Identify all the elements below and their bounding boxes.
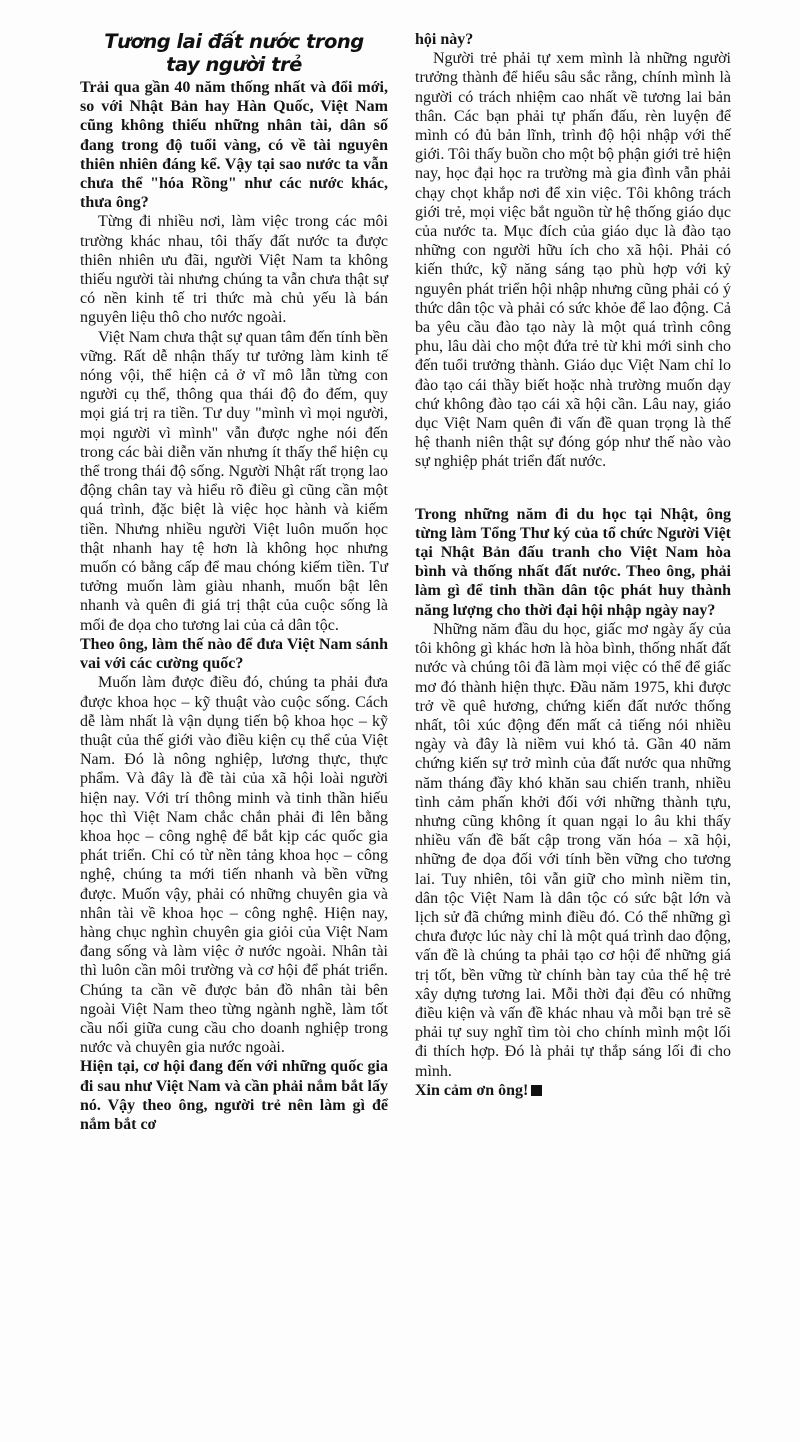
section-gap bbox=[415, 472, 731, 505]
question-4: Trong những năm đi du học tại Nhật, ông từng làm Tổng Thư ký của tổ chức Người Việt tại Nhật Bản đấu tranh cho Việt Nam hòa bình và thống nhất đất nước. Theo ông, phải làm gì để tinh thần dân tộc phát huy thành năng lượng cho thời đại hội nhập ngày nay? bbox=[415, 505, 731, 619]
question-1: Trải qua gần 40 năm thống nhất và đổi mới, so với Nhật Bản hay Hàn Quốc, Việt Nam cũng không thiếu những nhân tài, dân số đang trong độ tuổi vàng, có về tài nguyên thiên nhiên đáng kể. Vậy tại sao nước ta vẫn chưa thể "hóa Rồng" như các nước khác, thưa ông? bbox=[80, 79, 388, 212]
end-mark-square bbox=[531, 1085, 542, 1096]
thanks-text: Xin cảm ơn ông! bbox=[415, 1081, 529, 1099]
closing-line bbox=[415, 1081, 731, 1100]
answer-3: Người trẻ phải tự xem mình là những người trưởng thành để hiểu sâu sắc rằng, chính mình là người có trách nhiệm cao nhất về tương lai bản thân. Các bạn phải tự phấn đấu, rèn luyện để mình có đủ bản lĩnh, trình độ hội nhập với thế giới. Tôi thấy buồn cho một bộ phận giới trẻ hiện nay, học đại học ra trường mà gia đình vẫn phải chạy chọt khắp nơi để xin việc. Tôi không trách giới trẻ, mọi việc bắt nguồn từ hệ thống giáo dục của nước ta. Mục đích của giáo dục là đào tạo những con người hữu ích cho xã hội. Phải có kiến thức, kỹ năng sáng tạo phù hợp với kỷ nguyên phát triển hội nhập nhưng cũng phải có ý thức dân tộc và phải có sức khỏe để lao động. Cả ba yêu cầu đào tạo này là một quá trình công phu, lâu dài cho một đứa trẻ từ khi mới sinh cho đến tuổi trưởng thành. Giáo dục Việt Nam chỉ lo đào tạo cái thầy biết hoặc nhà trường muốn dạy chứ không đào tạo cái xã hội cần. Lâu nay, giáo dục Việt Nam quên đi vấn đề quan trọng là thế hệ thanh niên thật sự đóng góp như thế nào vào sự nghiệp phát triển đất nước. bbox=[415, 50, 731, 471]
question-3-start: Hiện tại, cơ hội đang đến với những quốc gia đi sau như Việt Nam và cần phải nắm bắt lấy nó. Vậy theo ông, người trẻ nên làm gì để nắm bắt cơ bbox=[80, 1058, 388, 1133]
title-line-1: Tương lai đất nước trong bbox=[104, 30, 364, 53]
title-line-2: tay người trẻ bbox=[166, 53, 302, 76]
answer-1-paragraph-1: Từng đi nhiều nơi, làm việc trong các môi trường khác nhau, tôi thấy đất nước ta được thiên nhiên ưu đãi, người Việt Nam ta không thiếu người tài nhưng chúng ta vẫn chưa thật sự có nền kinh tế tri thức mà chủ yếu là bán nguyên liệu thô cho nước ngoài. bbox=[80, 213, 388, 327]
question-3-continued: hội này? bbox=[415, 31, 474, 48]
answer-4: Những năm đầu du học, giấc mơ ngày ấy của tôi không gì khác hơn là hòa bình, thống nhất đất nước và chúng tôi đã làm mọi việc có thể để giấc mơ đó thành hiện thực. Đầu năm 1975, khi được trở về quê hương, chứng kiến đất nước thống nhất, tôi xúc động đến mất cả tiếng nói nhiều ngày và đây là niềm vui khó tả. Gần 40 năm chứng kiến sự trở mình của đất nước qua những năm tháng đầy khó khăn sau chiến tranh, nhiều tình cảm phấn khởi đối với những thành tựu, nhưng cũng không ít quan ngại lo âu khi thấy nhiều vấn đề bất cập trong văn hóa – xã hội, những đe dọa đối với tính bền vững cho tương lai. Tuy nhiên, tôi vẫn giữ cho mình niềm tin, dân tộc Việt Nam là dân tộc có sức bật lớn và lịch sử đã chứng minh điều đó. Có thể những gì chưa được lúc này chỉ là một quá trình dao động, vấn đề là chúng ta phải tạo cơ hội để những giá trị tốt, bền vững từ chính bàn tay của thế hệ trẻ xây dựng tương lai. Mỗi thời đại đều có những điều kiện và vấn đề khác nhau và mỗi bạn trẻ sẽ phải tự suy nghĩ tìm tòi cho chính mình một lối đi thích hợp. Đó là phải tự thắp sáng lối đi cho mình. bbox=[415, 620, 731, 1080]
question-2: Theo ông, làm thế nào để đưa Việt Nam sánh vai với các cường quốc? bbox=[80, 635, 388, 673]
answer-1-paragraph-2: Việt Nam chưa thật sự quan tâm đến tính bền vững. Rất dễ nhận thấy tư tưởng làm kinh tế nóng vội, thể hiện cả ở vĩ mô lẫn từng con người cụ thể, thông qua thái độ đo đếm, quy mọi giá trị ra tiền. Tư duy "mình vì mọi người, mọi người vì mình" vẫn được nghe nói đến trong các bài diễn văn nhưng ít thấy thể hiện cụ thể trong thái độ sống. Người Nhật rất trọng lao động chân tay và hiểu rõ điều gì cũng cần một quá trình, đặc biệt là việc học hành và kiếm tiền. Nhưng nhiều người Việt luôn muốn học thật nhanh hay tệ hơn là không học nhưng muốn có bằng cấp để mau chóng kiếm tiền. Tư tưởng muốn làm giàu nhanh, muốn bật lên nhanh và quên đi giá trị thật của cuộc sống là mối đe dọa cho tương lai của cả dân tộc. bbox=[80, 328, 388, 634]
left-column bbox=[80, 30, 388, 1134]
answer-2: Muốn làm được điều đó, chúng ta phải đưa được khoa học – kỹ thuật vào cuộc sống. Cách dễ làm nhất là vận dụng tiến bộ khoa học – kỹ thuật của thế giới vào điều kiện cụ thể của Việt Nam. Đó là nông nghiệp, lương thực, thực phẩm. Và đây là đề tài của xã hội loài người hiện nay. Với trí thông minh và tinh thần hiếu học thì Việt Nam chắc chắn phải đi lên bằng khoa học – công nghệ để bắt kịp các quốc gia phát triển. Chỉ có từ nền tảng khoa học – công nghệ, chúng ta mới tiến nhanh và bền vững được. Muốn vậy, phải có những chuyên gia và nhân tài về khoa học – công nghệ. Hiện nay, hàng chục nghìn chuyên gia giỏi của Việt Nam đang sống và làm việc ở nước ngoài. Nhân tài thì luôn cần môi trường và cơ hội để phát triển. Chúng ta cần vẽ được bản đồ nhân tài bên ngoài Việt Nam theo từng ngành nghề, làm tốt cầu nối giữa cung cầu cho doanh nghiệp trong nước và chuyên gia nước ngoài. bbox=[80, 674, 388, 1057]
article-title bbox=[80, 30, 388, 76]
right-column bbox=[415, 30, 731, 1100]
